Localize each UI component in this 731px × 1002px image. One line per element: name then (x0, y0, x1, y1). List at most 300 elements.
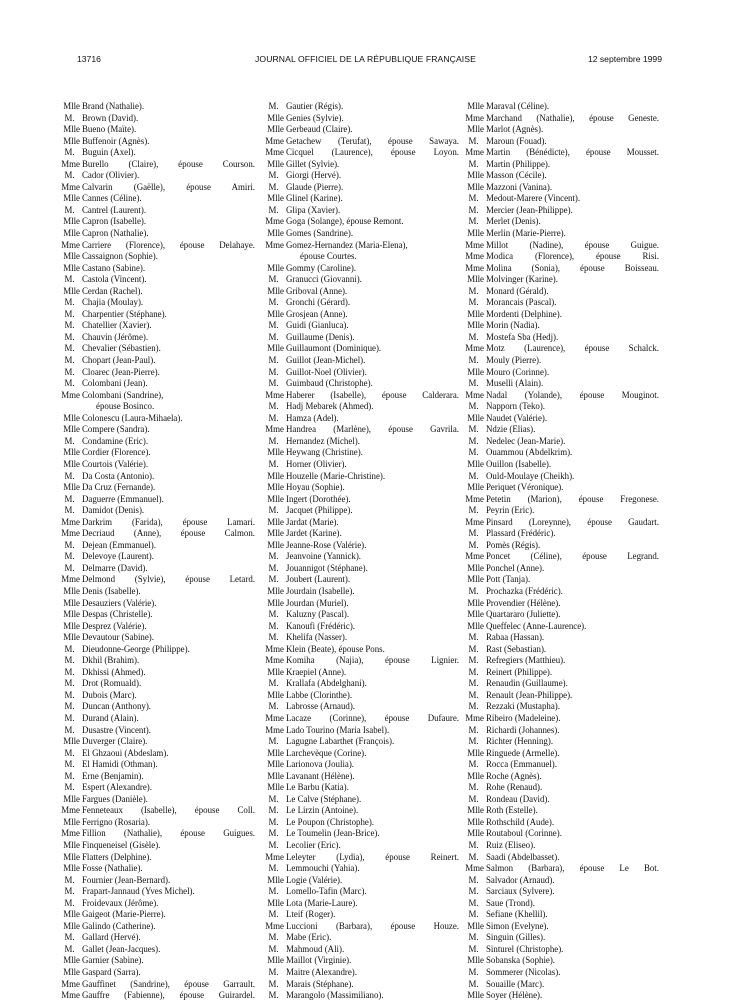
civility-title: Mlle (267, 666, 284, 677)
person-name: Gauffre (Fabienne), épouse Guirardel. (82, 990, 255, 1001)
list-item (463, 182, 659, 194)
person-name: Maitre (Alexandre). (286, 967, 357, 978)
list-item (263, 725, 459, 737)
civility-title: Mme (465, 239, 484, 250)
civility-title: Mlle (467, 458, 484, 469)
person-name: Rabaa (Hassan). (486, 632, 545, 643)
civility-title: M. (64, 712, 75, 723)
person-name: Periquet (Véronique). (486, 482, 564, 493)
person-name: Delmarre (David). (82, 562, 148, 573)
person-name: Marangolo (Massimiliano). (286, 990, 384, 1001)
civility-title: M. (468, 736, 479, 747)
person-name: Quartararo (Juliette). (486, 609, 561, 620)
civility-title: M. (268, 274, 279, 285)
civility-title: M. (468, 285, 479, 296)
list-item (59, 101, 255, 113)
list-item (263, 898, 459, 910)
person-name: Mazzoni (Vanina). (486, 181, 553, 192)
list-item (59, 955, 255, 967)
list-item (463, 436, 659, 448)
person-name: Hernandez (Michel). (286, 435, 360, 446)
person-name: Fournier (Jean-Bernard). (82, 874, 171, 885)
person-name: Chopart (Jean-Paul). (82, 355, 156, 366)
person-name: Logie (Valérie). (286, 874, 343, 885)
person-name: Cloarec (Jean-Pierre). (82, 366, 160, 377)
civility-title: M. (468, 331, 479, 342)
list-item (59, 898, 255, 910)
list-item (263, 228, 459, 240)
person-name: Gommy (Caroline). (286, 262, 356, 273)
person-name: Cantrel (Laurent). (82, 204, 147, 215)
list-item (59, 609, 255, 621)
civility-title: M. (468, 655, 479, 666)
list-item (263, 598, 459, 610)
person-name: Maillot (Virginie). (286, 955, 352, 966)
civility-title: Mlle (467, 805, 484, 816)
person-name: Griboval (Anne). (286, 285, 348, 296)
list-item (263, 690, 459, 702)
person-name: Petetin (Marion), épouse Fregonese. (486, 493, 659, 504)
civility-title: M. (268, 863, 279, 874)
civility-title: Mlle (63, 124, 80, 135)
list-item (263, 863, 459, 875)
civility-title: Mlle (467, 920, 484, 931)
list-item (59, 771, 255, 783)
list-item (463, 274, 659, 286)
person-name: Gomes (Sandrine). (286, 228, 354, 239)
civility-title: M. (64, 897, 75, 908)
person-name: Guidi (Gianluca). (286, 320, 349, 331)
person-name: Dkhil (Brahim). (82, 655, 140, 666)
person-name: Mercier (Jean-Philippe). (486, 204, 573, 215)
list-item (263, 644, 459, 656)
list-item (59, 944, 255, 956)
civility-title: Mme (61, 828, 80, 839)
civility-title: M. (468, 793, 479, 804)
person-name: Cannes (Céline). (82, 193, 142, 204)
civility-title: Mme (61, 805, 80, 816)
person-name: Molina (Sonia), épouse Boisseau. (486, 262, 659, 273)
person-name: Ingert (Dorothée). (286, 493, 351, 504)
civility-title: Mlle (63, 840, 80, 850)
person-name: Horner (Olivier). (286, 458, 347, 469)
civility-title: Mlle (467, 828, 484, 839)
person-name: Maraval (Céline). (486, 101, 550, 111)
civility-title: M. (64, 678, 75, 689)
list-item (263, 586, 459, 598)
list-item (59, 852, 255, 864)
person-name: épouse Courtes. (300, 251, 357, 262)
list-item (59, 979, 255, 991)
list-item (59, 124, 255, 136)
list-item (463, 644, 659, 656)
person-name: Condamine (Eric). (82, 435, 149, 446)
person-name: Saue (Trond). (486, 897, 535, 908)
list-item (59, 505, 255, 517)
list-item (263, 101, 459, 113)
list-item (463, 967, 659, 979)
person-name: Fillion (Nathalie), épouse Guigues. (82, 828, 255, 839)
person-name: El Ghzaoui (Abdeslam). (82, 747, 169, 758)
list-item (463, 390, 659, 402)
person-name: Kraepiel (Anne). (286, 666, 347, 677)
list-item (463, 240, 659, 252)
person-name: Cassaignon (Sophie). (82, 251, 158, 262)
person-name: Ribeiro (Madeleine). (486, 712, 561, 723)
person-name: Glaude (Pierre). (286, 181, 344, 192)
list-item (59, 644, 255, 656)
person-name: Pott (Tanja). (486, 574, 531, 585)
person-name: Dusastre (Vincent). (82, 724, 151, 735)
person-name: Motz (Laurence), épouse Schalck. (486, 343, 659, 354)
person-name: Dubois (Marc). (82, 689, 137, 700)
list-item (59, 170, 255, 182)
person-name: Handrea (Marlène), épouse Gavrila. (286, 424, 459, 435)
civility-title: M. (268, 181, 279, 192)
list-item (263, 136, 459, 148)
list-item (463, 621, 659, 633)
civility-title: Mlle (63, 632, 80, 643)
person-name: Roth (Estelle). (486, 805, 538, 816)
civility-title: Mme (265, 643, 284, 654)
list-item (463, 632, 659, 644)
civility-title: Mme (465, 343, 484, 354)
person-name: Naudet (Valérie). (486, 412, 548, 423)
list-item (59, 401, 255, 413)
civility-title: Mlle (267, 585, 284, 596)
civility-title: M. (64, 655, 75, 666)
list-item (463, 655, 659, 667)
list-item (263, 517, 459, 529)
person-name: Luccioni (Barbara), épouse Houze. (286, 920, 459, 931)
person-name: Leleyter (Lydia), épouse Reinert. (286, 851, 459, 862)
person-name: Da Costa (Antonio). (82, 470, 155, 481)
list-item (463, 979, 659, 991)
list-item (263, 771, 459, 783)
person-name: Ponchel (Anne). (486, 562, 545, 573)
list-item (59, 701, 255, 713)
list-item (59, 586, 255, 598)
list-item (59, 678, 255, 690)
civility-title: Mlle (267, 539, 284, 550)
civility-title: Mme (465, 516, 484, 527)
civility-title: Mlle (467, 597, 484, 608)
civility-title: Mlle (267, 124, 284, 135)
list-item (59, 459, 255, 471)
person-name: Decriaud (Anne), épouse Calmon. (82, 528, 255, 539)
list-item (263, 367, 459, 379)
person-name: Ndzie (Elias). (486, 424, 536, 435)
list-item (263, 182, 459, 194)
civility-title: M. (64, 724, 75, 735)
list-item (463, 782, 659, 794)
list-item (263, 251, 459, 263)
list-item (59, 240, 255, 252)
list-item (59, 228, 255, 240)
civility-title: Mlle (467, 274, 484, 285)
civility-title: M. (268, 378, 279, 389)
list-item (463, 101, 659, 113)
civility-title: M. (268, 701, 279, 712)
list-item (59, 932, 255, 944)
civility-title: Mlle (267, 343, 284, 354)
civility-title: M. (64, 274, 75, 285)
person-name: Guillot-Noel (Olivier). (286, 366, 367, 377)
list-item (59, 355, 255, 367)
civility-title: Mlle (63, 585, 80, 596)
civility-title: M. (64, 147, 75, 158)
person-name: Cicquel (Laurence), épouse Loyon. (286, 147, 459, 158)
person-name: Morancais (Pascal). (486, 297, 557, 308)
civility-title: Mlle (63, 262, 80, 273)
person-name: Jeanvoine (Yannick). (286, 551, 362, 562)
person-name: Durand (Alain). (82, 712, 139, 723)
civility-title: M. (468, 759, 479, 770)
person-name: Pinsard (Loreynne), épouse Gaudart. (486, 516, 659, 527)
civility-title: M. (268, 355, 279, 366)
person-name: Heywang (Christine). (286, 447, 363, 458)
list-item (463, 401, 659, 413)
person-name: Mabe (Eric). (286, 932, 332, 943)
civility-title: M. (468, 424, 479, 435)
person-name: Drot (Romuald). (82, 678, 142, 689)
person-name: Charpentier (Stéphane). (82, 308, 167, 319)
civility-title: Mlle (63, 816, 80, 827)
person-name: Ringuede (Armelle). (486, 747, 560, 758)
person-name: Guimbaud (Christophe). (286, 378, 373, 389)
list-item (463, 701, 659, 713)
list-item (59, 424, 255, 436)
list-item (463, 113, 659, 125)
civility-title: Mlle (63, 851, 80, 862)
civility-title: M. (64, 470, 75, 481)
list-item (59, 805, 255, 817)
civility-title: Mme (465, 863, 484, 874)
civility-title: M. (64, 366, 75, 377)
person-name: Dejean (Emmanuel). (82, 539, 156, 550)
civility-title: Mlle (267, 516, 284, 527)
list-item (59, 736, 255, 748)
list-item (263, 297, 459, 309)
person-name: Salvador (Arnaud). (486, 874, 555, 885)
list-item (59, 551, 255, 563)
person-name: Fargues (Danièle). (82, 793, 148, 804)
person-name: Cordier (Florence). (82, 447, 151, 458)
list-item (463, 424, 659, 436)
list-item (463, 355, 659, 367)
civility-title: M. (64, 331, 75, 342)
list-item (263, 655, 459, 667)
civility-title: Mlle (267, 262, 284, 273)
person-name: El Hamidi (Othman). (82, 759, 158, 770)
person-name: Desprez (Valérie). (82, 620, 147, 631)
person-name: Dieudonne-George (Philippe). (82, 643, 190, 654)
civility-title: M. (468, 978, 479, 989)
person-name: Modica (Florence), épouse Risi. (486, 251, 659, 262)
person-name: Flatters (Delphine). (82, 851, 152, 862)
person-name: Guillaumont (Dominique). (286, 343, 382, 354)
civility-title: Mlle (267, 874, 284, 885)
civility-title: Mlle (63, 193, 80, 204)
civility-title: Mlle (267, 747, 284, 758)
list-item (263, 979, 459, 991)
person-name: Rezzaki (Mustapha). (486, 701, 560, 712)
list-item (263, 413, 459, 425)
civility-title: Mlle (467, 562, 484, 573)
civility-title: M. (268, 574, 279, 585)
list-item (463, 863, 659, 875)
person-name: Lemmouchi (Yahia). (286, 863, 360, 874)
civility-title: M. (268, 816, 279, 827)
list-item (463, 955, 659, 967)
person-name: Peyrin (Eric). (486, 505, 535, 516)
person-name: Renault (Jean-Philippe). (486, 689, 573, 700)
list-item (59, 216, 255, 228)
list-item (463, 471, 659, 483)
person-name: Lomello-Tafin (Marc). (286, 886, 367, 897)
list-item (263, 286, 459, 298)
civility-title: Mme (61, 574, 80, 585)
civility-title: M. (64, 355, 75, 366)
civility-title: Mlle (267, 770, 284, 781)
person-name: Guillot (Jean-Michel). (286, 355, 366, 366)
person-name: Bueno (Maïte). (82, 124, 137, 135)
civility-title: Mlle (63, 793, 80, 804)
person-name: Klein (Beate), épouse Pons. (286, 643, 385, 654)
list-item (59, 875, 255, 887)
person-name: Merlin (Marie-Pierre). (486, 228, 566, 239)
person-name: Glinel (Karine). (286, 193, 343, 204)
list-item (263, 944, 459, 956)
civility-title: M. (268, 551, 279, 562)
list-item (59, 343, 255, 355)
civility-title: M. (268, 909, 279, 920)
list-item (463, 805, 659, 817)
list-item (59, 828, 255, 840)
person-name: Gillet (Sylvie). (286, 158, 340, 169)
person-name: Simon (Evelyne). (486, 920, 549, 931)
civility-title: M. (64, 343, 75, 354)
list-item (263, 713, 459, 725)
person-name: Jourdan (Muriel). (286, 597, 349, 608)
civility-title: M. (468, 840, 479, 850)
person-name: Duverger (Claire). (82, 736, 148, 747)
list-item (263, 343, 459, 355)
list-item (463, 875, 659, 887)
list-item (263, 205, 459, 217)
civility-title: M. (64, 932, 75, 943)
list-item (263, 274, 459, 286)
person-name: Chevalier (Sébastien). (82, 343, 161, 354)
person-name: Saadi (Abdelbasset). (486, 851, 560, 862)
person-name: Jacquet (Philippe). (286, 505, 353, 516)
civility-title: Mlle (267, 470, 284, 481)
civility-title: M. (268, 101, 279, 111)
person-name: Finqueneisel (Gisèle). (82, 840, 161, 850)
list-item (463, 205, 659, 217)
list-item (463, 459, 659, 471)
person-name: Devautour (Sabine). (82, 632, 154, 643)
list-item (59, 136, 255, 148)
civility-title: M. (468, 643, 479, 654)
civility-title: M. (268, 401, 279, 412)
list-item (463, 124, 659, 136)
civility-title: M. (468, 204, 479, 215)
civility-title: M. (468, 435, 479, 446)
civility-title: M. (268, 678, 279, 689)
person-name: Granucci (Giovanni). (286, 274, 362, 285)
person-name: Buguin (Axel). (82, 147, 136, 158)
list-item (463, 840, 659, 852)
list-item (59, 713, 255, 725)
civility-title: Mlle (63, 285, 80, 296)
person-name: Renaudin (Guillaume). (486, 678, 568, 689)
list-item (59, 471, 255, 483)
person-name: Castano (Sabine). (82, 262, 146, 273)
list-item (263, 551, 459, 563)
list-item (463, 263, 659, 275)
person-name: Sobanska (Sophie). (486, 955, 556, 966)
list-item (59, 621, 255, 633)
list-item (59, 840, 255, 852)
civility-title: Mme (61, 528, 80, 539)
person-name: Jardet (Karine). (286, 528, 342, 539)
civility-title: M. (468, 874, 479, 885)
person-name: Genies (Sylvie). (286, 112, 344, 123)
list-item (463, 517, 659, 529)
list-item (59, 193, 255, 205)
list-item (263, 990, 459, 1002)
list-item (263, 528, 459, 540)
list-item (263, 967, 459, 979)
civility-title: M. (468, 216, 479, 227)
civility-title: M. (64, 943, 75, 954)
list-item (463, 725, 659, 737)
list-item (263, 447, 459, 459)
person-name: Gronchi (Gérard). (286, 297, 351, 308)
civility-title: M. (468, 297, 479, 308)
person-name: Garnier (Sabine). (82, 955, 144, 966)
person-name: Soyer (Hélène). (486, 990, 543, 1001)
civility-title: M. (468, 909, 479, 920)
list-item (263, 886, 459, 898)
civility-title: M. (468, 585, 479, 596)
person-name: Lacaze (Corinne), épouse Dufaure. (286, 712, 459, 723)
civility-title: M. (64, 308, 75, 319)
person-name: Cador (Olivier). (82, 170, 140, 181)
civility-title: Mme (61, 978, 80, 989)
person-name: Mostefa Sba (Hedj). (486, 331, 559, 342)
civility-title: M. (468, 193, 479, 204)
person-name: Gallet (Jean-Jacques). (82, 943, 161, 954)
civility-title: M. (268, 932, 279, 943)
person-name: Morin (Nadia). (486, 320, 540, 331)
person-name: Kaluzny (Pascal). (286, 609, 350, 620)
civility-title: M. (64, 320, 75, 331)
civility-title: M. (64, 435, 75, 446)
list-item (463, 990, 659, 1002)
civility-title: M. (268, 204, 279, 215)
civility-title: Mme (465, 112, 484, 123)
list-item (263, 759, 459, 771)
list-item (59, 690, 255, 702)
person-name: Grosjean (Anne). (286, 308, 348, 319)
list-item (59, 817, 255, 829)
person-name: Molvinger (Karine). (486, 274, 558, 285)
list-item (463, 216, 659, 228)
person-name: Guillaume (Denis). (286, 331, 355, 342)
civility-title: Mlle (267, 228, 284, 239)
